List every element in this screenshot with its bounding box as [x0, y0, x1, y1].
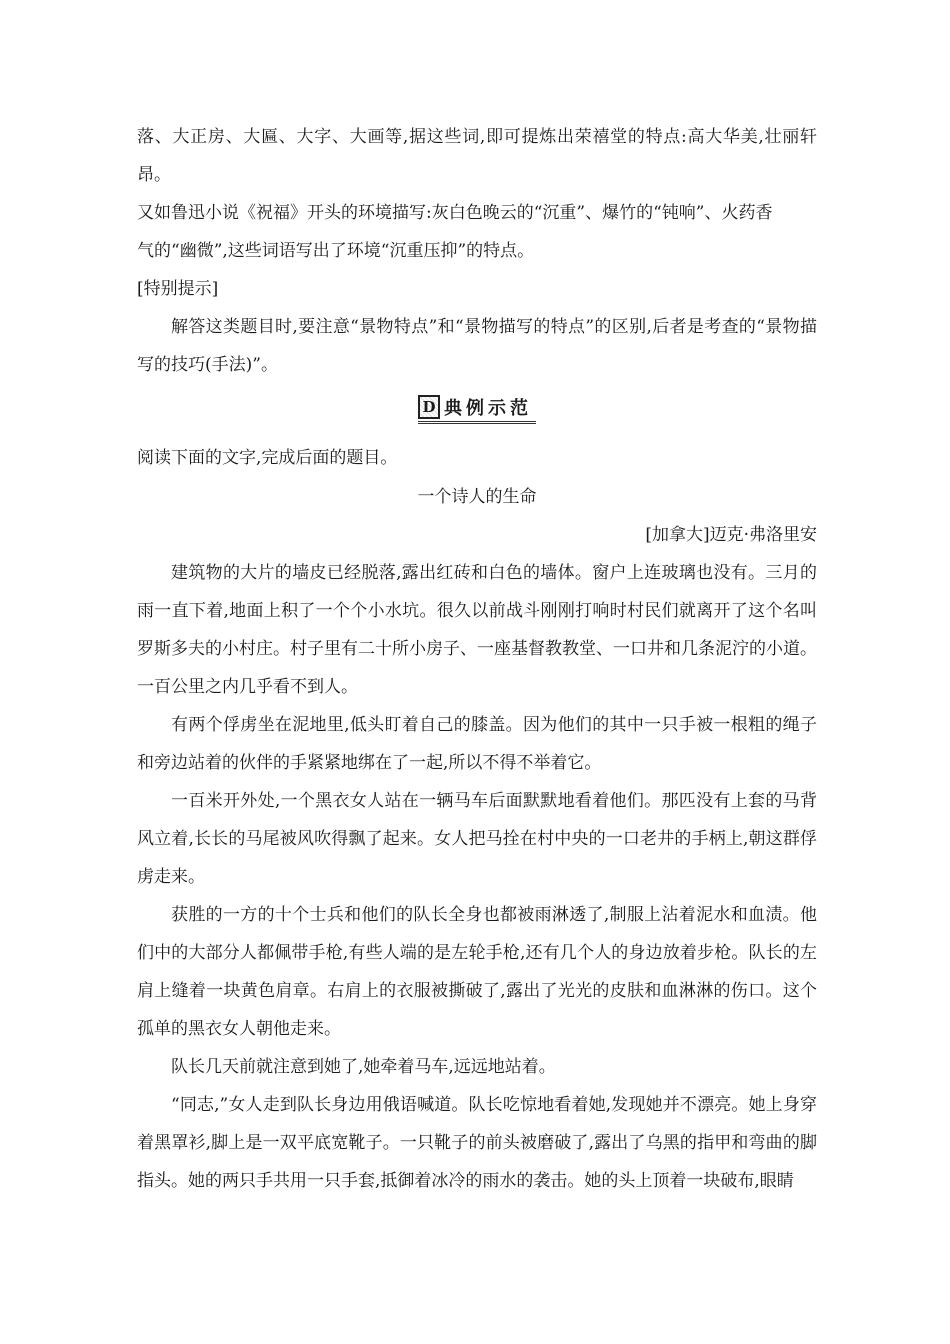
article-paragraph: 一百米开外处,一个黑衣女人站在一辆马车后面默默地看着他们。那匹没有上套的马背风立着,长长的马尾被风吹得飘了起来。女人把马拴在村中央的一口老井的手柄上,朝这群俘虏走来。: [137, 791, 817, 887]
article-paragraph: 队长几天前就注意到她了,她牵着马车,远远地站着。: [171, 1057, 556, 1077]
section-heading-box: [418, 394, 536, 424]
article-paragraph: 有两个俘虏坐在泥地里,低头盯着自己的膝盖。因为他们的其中一只手被一根粗的绳子和旁边站着的伙伴的手紧紧地绑在了一起,所以不得不举着它。: [137, 715, 817, 773]
article-paragraph: “同志,”女人走到队长身边用俄语喊道。队长吃惊地看着她,发现她并不漂亮。她上身穿着黑罩衫,脚上是一双平底宽靴子。一只靴子的前头被磨破了,露出了乌黑的指甲和弯曲的脚指头。她的两只手共用一只手套,抵御着冰冷的雨水的袭击。她的头上顶着一块破布,眼睛: [137, 1095, 817, 1191]
intro-line-1: 落、大正房、大匾、大字、大画等,据这些词,即可提炼出荣禧堂的特点:高大华美,壮丽轩昂。: [137, 127, 817, 185]
section-title: 典例示范: [444, 398, 532, 419]
article-title: 一个诗人的生命: [417, 487, 537, 507]
page-content: [137, 118, 817, 1200]
intro-line-2: 又如鲁迅小说《祝福》开头的环境描写:灰白色晚云的“沉重”、爆竹的“钝响”、火药香: [137, 203, 773, 223]
intro-line-3: 气的“幽微”,这些词语写出了环境“沉重压抑”的特点。: [137, 241, 535, 261]
article-paragraph: 获胜的一方的十个士兵和他们的队长全身也都被雨淋透了,制服上沾着泥水和血渍。他们中的大部分人都佩带手枪,有些人端的是左轮手枪,还有几个人的身边放着步枪。队长的左肩上缝着一块黄色肩章。右肩上的衣服被撕破了,露出了光光的皮肤和血淋淋的伤口。这个孤单的黑衣女人朝他走来。: [137, 905, 817, 1039]
reading-instruction: 阅读下面的文字,完成后面的题目。: [137, 448, 398, 468]
article-author: [加拿大]迈克·弗洛里安: [645, 525, 817, 545]
article-paragraph: 建筑物的大片的墙皮已经脱落,露出红砖和白色的墙体。窗户上连玻璃也没有。三月的雨一直下着,地面上积了一个个小水坑。很久以前战斗刚刚打响时村民们就离开了这个名叫罗斯多夫的小村庄。村子里有二十所小房子、一座基督教教堂、一口井和几条泥泞的小道。一百公里之内几乎看不到人。: [137, 563, 817, 697]
letter-d-icon: D: [418, 395, 440, 419]
tip-label: [特别提示]: [137, 279, 219, 299]
tip-text: 解答这类题目时,要注意“景物特点”和“景物描写的特点”的区别,后者是考查的“景物描写的技巧(手法)”。: [137, 317, 817, 375]
section-heading: [137, 394, 817, 424]
